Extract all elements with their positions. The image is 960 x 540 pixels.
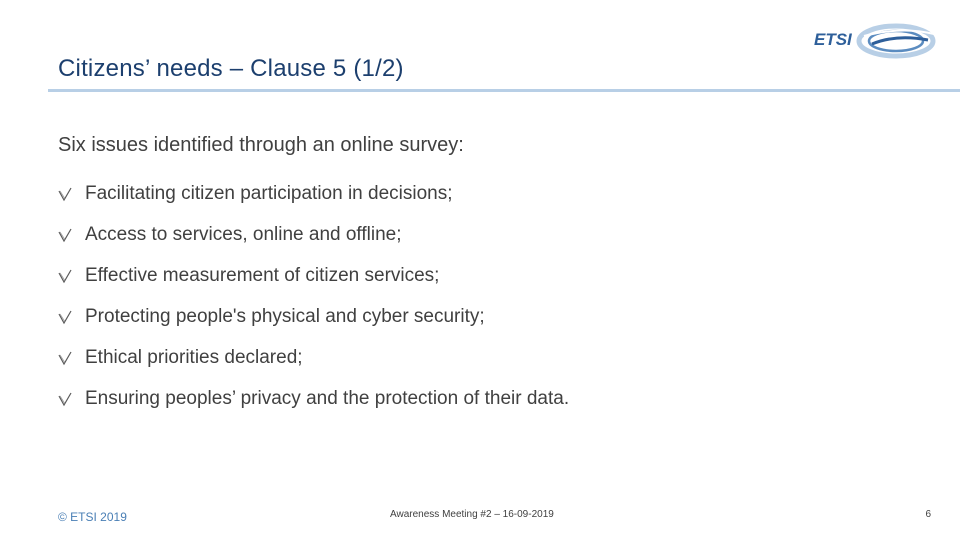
issue-list bbox=[56, 173, 569, 419]
svg-text:ETSI: ETSI bbox=[814, 30, 852, 49]
check-icon bbox=[56, 267, 74, 285]
list-item bbox=[56, 378, 569, 419]
check-icon bbox=[56, 390, 74, 408]
list-item-text: Ethical priorities declared; bbox=[85, 346, 303, 368]
list-item-text: Facilitating citizen participation in decisions; bbox=[85, 182, 453, 204]
list-item bbox=[56, 337, 569, 378]
list-item-text: Ensuring peoples’ privacy and the protection of their data. bbox=[85, 387, 570, 409]
footer-copyright: © ETSI 2019 bbox=[58, 510, 127, 524]
list-item bbox=[56, 173, 569, 214]
list-item bbox=[56, 255, 569, 296]
check-icon bbox=[56, 308, 74, 326]
check-icon bbox=[56, 185, 74, 203]
list-item bbox=[56, 296, 569, 337]
intro-text: Six issues identified through an online survey: bbox=[58, 134, 464, 156]
list-item-text: Effective measurement of citizen services; bbox=[85, 264, 440, 286]
title-divider bbox=[48, 89, 960, 92]
page-number: 6 bbox=[925, 509, 931, 520]
list-item-text: Access to services, online and offline; bbox=[85, 223, 402, 245]
etsi-logo bbox=[812, 20, 938, 62]
list-item-text: Protecting people's physical and cyber security; bbox=[85, 305, 485, 327]
slide-title: Citizens’ needs – Clause 5 (1/2) bbox=[58, 55, 404, 82]
check-icon bbox=[56, 226, 74, 244]
check-icon bbox=[56, 349, 74, 367]
footer-event: Awareness Meeting #2 – 16-09-2019 bbox=[390, 509, 554, 520]
list-item bbox=[56, 214, 569, 255]
